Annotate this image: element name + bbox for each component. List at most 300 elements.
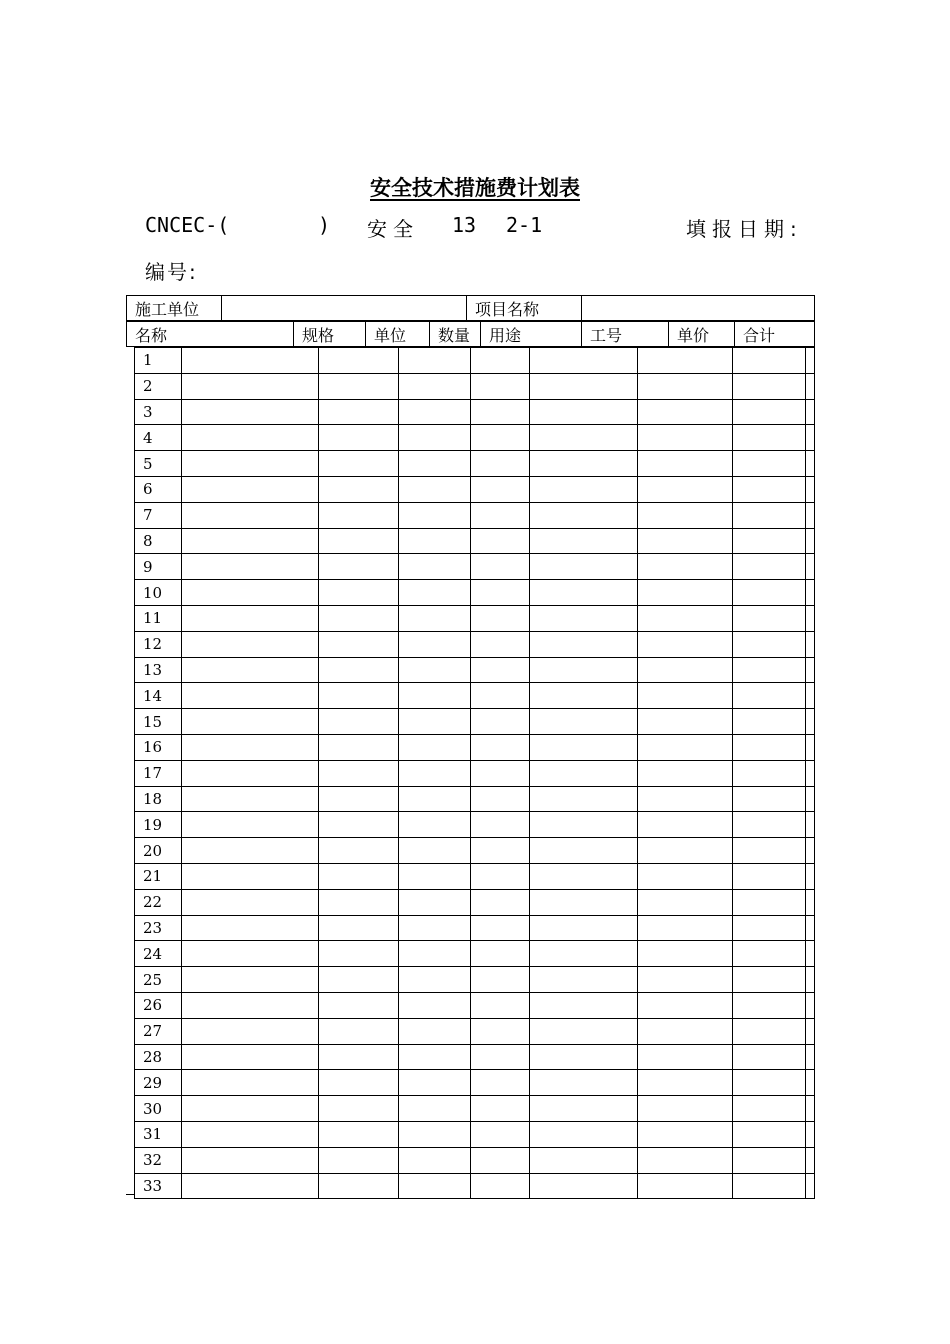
name-cell[interactable] (181, 605, 318, 631)
purpose-cell[interactable] (530, 631, 638, 657)
unit-price-cell[interactable] (732, 348, 806, 374)
spec-cell[interactable] (318, 348, 398, 374)
purpose-cell[interactable] (530, 1096, 638, 1122)
total-cell[interactable] (806, 863, 815, 889)
spec-cell[interactable] (318, 683, 398, 709)
row-number: 8 (135, 528, 182, 554)
purpose-cell[interactable] (530, 889, 638, 915)
spec-cell[interactable] (318, 760, 398, 786)
spec-cell[interactable] (318, 528, 398, 554)
column-header-total: 合计 (735, 322, 815, 347)
name-cell[interactable] (181, 528, 318, 554)
unit-price-cell[interactable] (732, 683, 806, 709)
purpose-cell[interactable] (530, 348, 638, 374)
spec-cell[interactable] (318, 1147, 398, 1173)
spec-cell[interactable] (318, 631, 398, 657)
job-number-cell[interactable] (638, 451, 732, 477)
name-cell[interactable] (181, 580, 318, 606)
unit-cell[interactable] (399, 528, 470, 554)
quantity-cell[interactable] (470, 838, 530, 864)
total-cell[interactable] (806, 1096, 815, 1122)
quantity-cell[interactable] (470, 734, 530, 760)
unit-cell[interactable] (399, 580, 470, 606)
table-row (135, 863, 815, 889)
job-number-cell[interactable] (638, 502, 732, 528)
table-row (135, 1173, 815, 1199)
quantity-cell[interactable] (470, 915, 530, 941)
unit-cell[interactable] (399, 476, 470, 502)
quantity-cell[interactable] (470, 1044, 530, 1070)
quantity-cell[interactable] (470, 683, 530, 709)
total-cell[interactable] (806, 1044, 815, 1070)
purpose-cell[interactable] (530, 1173, 638, 1199)
job-number-cell[interactable] (638, 863, 732, 889)
purpose-cell[interactable] (530, 941, 638, 967)
project-name-label: 项目名称 (467, 296, 582, 321)
purpose-cell[interactable] (530, 476, 638, 502)
spec-cell[interactable] (318, 863, 398, 889)
row-number: 4 (135, 425, 182, 451)
form-code-prefix: CNCEC-( (145, 213, 230, 237)
quantity-cell[interactable] (470, 760, 530, 786)
name-cell[interactable] (181, 889, 318, 915)
unit-price-cell[interactable] (732, 1070, 806, 1096)
quantity-cell[interactable] (470, 373, 530, 399)
job-number-cell[interactable] (638, 1070, 732, 1096)
quantity-cell[interactable] (470, 941, 530, 967)
unit-price-cell[interactable] (732, 1147, 806, 1173)
spec-cell[interactable] (318, 709, 398, 735)
total-cell[interactable] (806, 941, 815, 967)
name-cell[interactable] (181, 425, 318, 451)
total-cell[interactable] (806, 528, 815, 554)
unit-price-cell[interactable] (732, 1096, 806, 1122)
job-number-cell[interactable] (638, 605, 732, 631)
column-header-name: 名称 (127, 322, 294, 347)
row-number: 1 (135, 348, 182, 374)
quantity-cell[interactable] (470, 502, 530, 528)
total-cell[interactable] (806, 502, 815, 528)
unit-cell[interactable] (399, 1044, 470, 1070)
purpose-cell[interactable] (530, 1121, 638, 1147)
purpose-cell[interactable] (530, 657, 638, 683)
form-code-close: ) (318, 213, 331, 237)
purpose-cell[interactable] (530, 580, 638, 606)
table-row (135, 631, 815, 657)
purpose-cell[interactable] (530, 863, 638, 889)
unit-cell[interactable] (399, 399, 470, 425)
unit-cell[interactable] (399, 425, 470, 451)
quantity-cell[interactable] (470, 863, 530, 889)
name-cell[interactable] (181, 1096, 318, 1122)
job-number-cell[interactable] (638, 476, 732, 502)
row-number: 9 (135, 554, 182, 580)
unit-price-cell[interactable] (732, 967, 806, 993)
unit-price-cell[interactable] (732, 502, 806, 528)
unit-cell[interactable] (399, 915, 470, 941)
job-number-cell[interactable] (638, 967, 732, 993)
job-number-cell[interactable] (638, 1147, 732, 1173)
quantity-cell[interactable] (470, 425, 530, 451)
purpose-cell[interactable] (530, 786, 638, 812)
total-cell[interactable] (806, 476, 815, 502)
job-number-cell[interactable] (638, 941, 732, 967)
quantity-cell[interactable] (470, 348, 530, 374)
quantity-cell[interactable] (470, 812, 530, 838)
quantity-cell[interactable] (470, 1070, 530, 1096)
purpose-cell[interactable] (530, 425, 638, 451)
total-cell[interactable] (806, 373, 815, 399)
job-number-cell[interactable] (638, 580, 732, 606)
spec-cell[interactable] (318, 734, 398, 760)
quantity-cell[interactable] (470, 657, 530, 683)
total-cell[interactable] (806, 1018, 815, 1044)
unit-price-cell[interactable] (732, 1173, 806, 1199)
unit-cell[interactable] (399, 941, 470, 967)
purpose-cell[interactable] (530, 528, 638, 554)
total-cell[interactable] (806, 631, 815, 657)
total-cell[interactable] (806, 709, 815, 735)
total-cell[interactable] (806, 812, 815, 838)
unit-cell[interactable] (399, 1147, 470, 1173)
total-cell[interactable] (806, 1070, 815, 1096)
unit-price-cell[interactable] (732, 915, 806, 941)
name-cell[interactable] (181, 451, 318, 477)
name-cell[interactable] (181, 373, 318, 399)
unit-cell[interactable] (399, 863, 470, 889)
spec-cell[interactable] (318, 1018, 398, 1044)
name-cell[interactable] (181, 1044, 318, 1070)
spec-cell[interactable] (318, 967, 398, 993)
total-cell[interactable] (806, 889, 815, 915)
total-cell[interactable] (806, 399, 815, 425)
unit-price-cell[interactable] (732, 889, 806, 915)
unit-price-cell[interactable] (732, 476, 806, 502)
construction-unit-label: 施工单位 (127, 296, 222, 321)
spec-cell[interactable] (318, 554, 398, 580)
name-cell[interactable] (181, 941, 318, 967)
total-cell[interactable] (806, 760, 815, 786)
spec-cell[interactable] (318, 941, 398, 967)
purpose-cell[interactable] (530, 760, 638, 786)
unit-cell[interactable] (399, 1070, 470, 1096)
total-cell[interactable] (806, 1147, 815, 1173)
table-row (135, 1147, 815, 1173)
quantity-cell[interactable] (470, 1096, 530, 1122)
unit-price-cell[interactable] (732, 1018, 806, 1044)
unit-price-cell[interactable] (732, 631, 806, 657)
name-cell[interactable] (181, 734, 318, 760)
quantity-cell[interactable] (470, 451, 530, 477)
purpose-cell[interactable] (530, 812, 638, 838)
name-cell[interactable] (181, 786, 318, 812)
spec-cell[interactable] (318, 1121, 398, 1147)
job-number-cell[interactable] (638, 1018, 732, 1044)
total-cell[interactable] (806, 734, 815, 760)
purpose-cell[interactable] (530, 683, 638, 709)
unit-price-cell[interactable] (732, 760, 806, 786)
spec-cell[interactable] (318, 1044, 398, 1070)
name-cell[interactable] (181, 760, 318, 786)
spec-cell[interactable] (318, 786, 398, 812)
unit-cell[interactable] (399, 554, 470, 580)
job-number-cell[interactable] (638, 683, 732, 709)
job-number-cell[interactable] (638, 838, 732, 864)
purpose-cell[interactable] (530, 373, 638, 399)
spec-cell[interactable] (318, 1173, 398, 1199)
total-cell[interactable] (806, 1173, 815, 1199)
quantity-cell[interactable] (470, 786, 530, 812)
quantity-cell[interactable] (470, 580, 530, 606)
total-cell[interactable] (806, 1121, 815, 1147)
column-header-quantity: 数量 (430, 322, 481, 347)
quantity-cell[interactable] (470, 1018, 530, 1044)
name-cell[interactable] (181, 1147, 318, 1173)
row-number: 25 (135, 967, 182, 993)
total-cell[interactable] (806, 838, 815, 864)
job-number-cell[interactable] (638, 1121, 732, 1147)
name-cell[interactable] (181, 992, 318, 1018)
purpose-cell[interactable] (530, 502, 638, 528)
row-number: 19 (135, 812, 182, 838)
total-cell[interactable] (806, 992, 815, 1018)
table-row (135, 554, 815, 580)
unit-cell[interactable] (399, 1096, 470, 1122)
purpose-cell[interactable] (530, 992, 638, 1018)
unit-cell[interactable] (399, 889, 470, 915)
project-name-field[interactable] (582, 296, 815, 321)
job-number-cell[interactable] (638, 889, 732, 915)
quantity-cell[interactable] (470, 399, 530, 425)
unit-price-cell[interactable] (732, 709, 806, 735)
total-cell[interactable] (806, 580, 815, 606)
purpose-cell[interactable] (530, 451, 638, 477)
unit-price-cell[interactable] (732, 838, 806, 864)
row-number: 5 (135, 451, 182, 477)
job-number-cell[interactable] (638, 528, 732, 554)
quantity-cell[interactable] (470, 1121, 530, 1147)
spec-cell[interactable] (318, 889, 398, 915)
unit-price-cell[interactable] (732, 863, 806, 889)
table-row (135, 941, 815, 967)
spec-cell[interactable] (318, 992, 398, 1018)
quantity-cell[interactable] (470, 476, 530, 502)
table-row (135, 1096, 815, 1122)
purpose-cell[interactable] (530, 1044, 638, 1070)
unit-cell[interactable] (399, 734, 470, 760)
job-number-cell[interactable] (638, 786, 732, 812)
spec-cell[interactable] (318, 838, 398, 864)
header-table-columns (126, 321, 815, 347)
table-row (135, 915, 815, 941)
unit-price-cell[interactable] (732, 992, 806, 1018)
purpose-cell[interactable] (530, 1070, 638, 1096)
unit-cell[interactable] (399, 1018, 470, 1044)
spec-cell[interactable] (318, 915, 398, 941)
total-cell[interactable] (806, 915, 815, 941)
job-number-cell[interactable] (638, 348, 732, 374)
row-number: 24 (135, 941, 182, 967)
spec-cell[interactable] (318, 580, 398, 606)
unit-cell[interactable] (399, 812, 470, 838)
name-cell[interactable] (181, 348, 318, 374)
name-cell[interactable] (181, 1121, 318, 1147)
job-number-cell[interactable] (638, 992, 732, 1018)
quantity-cell[interactable] (470, 1173, 530, 1199)
purpose-cell[interactable] (530, 734, 638, 760)
job-number-cell[interactable] (638, 915, 732, 941)
purpose-cell[interactable] (530, 1147, 638, 1173)
spec-cell[interactable] (318, 657, 398, 683)
job-number-cell[interactable] (638, 1044, 732, 1070)
total-cell[interactable] (806, 451, 815, 477)
spec-cell[interactable] (318, 476, 398, 502)
spec-cell[interactable] (318, 812, 398, 838)
unit-cell[interactable] (399, 348, 470, 374)
unit-price-cell[interactable] (732, 1044, 806, 1070)
quantity-cell[interactable] (470, 554, 530, 580)
row-number: 6 (135, 476, 182, 502)
name-cell[interactable] (181, 1018, 318, 1044)
row-number: 30 (135, 1096, 182, 1122)
name-cell[interactable] (181, 502, 318, 528)
spec-cell[interactable] (318, 1096, 398, 1122)
table-row (135, 709, 815, 735)
purpose-cell[interactable] (530, 838, 638, 864)
unit-cell[interactable] (399, 992, 470, 1018)
total-cell[interactable] (806, 657, 815, 683)
job-number-cell[interactable] (638, 812, 732, 838)
table-row (135, 889, 815, 915)
purpose-cell[interactable] (530, 605, 638, 631)
total-cell[interactable] (806, 425, 815, 451)
name-cell[interactable] (181, 631, 318, 657)
job-number-cell[interactable] (638, 734, 732, 760)
name-cell[interactable] (181, 967, 318, 993)
unit-price-cell[interactable] (732, 941, 806, 967)
quantity-cell[interactable] (470, 889, 530, 915)
quantity-cell[interactable] (470, 1147, 530, 1173)
quantity-cell[interactable] (470, 709, 530, 735)
purpose-cell[interactable] (530, 967, 638, 993)
name-cell[interactable] (181, 399, 318, 425)
unit-price-cell[interactable] (732, 528, 806, 554)
purpose-cell[interactable] (530, 554, 638, 580)
total-cell[interactable] (806, 605, 815, 631)
unit-cell[interactable] (399, 1121, 470, 1147)
unit-cell[interactable] (399, 786, 470, 812)
unit-cell[interactable] (399, 451, 470, 477)
job-number-cell[interactable] (638, 1096, 732, 1122)
total-cell[interactable] (806, 554, 815, 580)
spec-cell[interactable] (318, 451, 398, 477)
name-cell[interactable] (181, 709, 318, 735)
name-cell[interactable] (181, 657, 318, 683)
unit-price-cell[interactable] (732, 399, 806, 425)
unit-cell[interactable] (399, 502, 470, 528)
job-number-cell[interactable] (638, 760, 732, 786)
job-number-cell[interactable] (638, 709, 732, 735)
spec-cell[interactable] (318, 1070, 398, 1096)
name-cell[interactable] (181, 915, 318, 941)
row-number: 21 (135, 863, 182, 889)
unit-cell[interactable] (399, 967, 470, 993)
name-cell[interactable] (181, 838, 318, 864)
form-code-category: 安全 (367, 217, 419, 241)
purpose-cell[interactable] (530, 915, 638, 941)
total-cell[interactable] (806, 786, 815, 812)
job-number-cell[interactable] (638, 399, 732, 425)
quantity-cell[interactable] (470, 967, 530, 993)
purpose-cell[interactable] (530, 399, 638, 425)
unit-cell[interactable] (399, 709, 470, 735)
spec-cell[interactable] (318, 425, 398, 451)
job-number-cell[interactable] (638, 554, 732, 580)
total-cell[interactable] (806, 683, 815, 709)
name-cell[interactable] (181, 683, 318, 709)
quantity-cell[interactable] (470, 631, 530, 657)
purpose-cell[interactable] (530, 1018, 638, 1044)
unit-price-cell[interactable] (732, 657, 806, 683)
unit-price-cell[interactable] (732, 580, 806, 606)
job-number-cell[interactable] (638, 631, 732, 657)
name-cell[interactable] (181, 554, 318, 580)
unit-cell[interactable] (399, 683, 470, 709)
job-number-cell[interactable] (638, 425, 732, 451)
unit-price-cell[interactable] (732, 1121, 806, 1147)
unit-price-cell[interactable] (732, 605, 806, 631)
name-cell[interactable] (181, 1173, 318, 1199)
total-cell[interactable] (806, 348, 815, 374)
unit-cell[interactable] (399, 657, 470, 683)
unit-price-cell[interactable] (732, 554, 806, 580)
job-number-cell[interactable] (638, 373, 732, 399)
name-cell[interactable] (181, 476, 318, 502)
quantity-cell[interactable] (470, 528, 530, 554)
unit-price-cell[interactable] (732, 425, 806, 451)
name-cell[interactable] (181, 812, 318, 838)
unit-price-cell[interactable] (732, 373, 806, 399)
unit-price-cell[interactable] (732, 734, 806, 760)
construction-unit-field[interactable] (222, 296, 467, 321)
purpose-cell[interactable] (530, 709, 638, 735)
row-number: 22 (135, 889, 182, 915)
row-number: 12 (135, 631, 182, 657)
spec-cell[interactable] (318, 502, 398, 528)
unit-cell[interactable] (399, 605, 470, 631)
quantity-cell[interactable] (470, 992, 530, 1018)
table-row (135, 605, 815, 631)
unit-cell[interactable] (399, 838, 470, 864)
unit-cell[interactable] (399, 760, 470, 786)
unit-cell[interactable] (399, 631, 470, 657)
unit-cell[interactable] (399, 373, 470, 399)
spec-cell[interactable] (318, 373, 398, 399)
unit-price-cell[interactable] (732, 451, 806, 477)
name-cell[interactable] (181, 863, 318, 889)
unit-cell[interactable] (399, 1173, 470, 1199)
spec-cell[interactable] (318, 399, 398, 425)
unit-price-cell[interactable] (732, 786, 806, 812)
job-number-cell[interactable] (638, 657, 732, 683)
spec-cell[interactable] (318, 605, 398, 631)
total-cell[interactable] (806, 967, 815, 993)
quantity-cell[interactable] (470, 605, 530, 631)
row-number: 7 (135, 502, 182, 528)
job-number-cell[interactable] (638, 1173, 732, 1199)
name-cell[interactable] (181, 1070, 318, 1096)
unit-price-cell[interactable] (732, 812, 806, 838)
